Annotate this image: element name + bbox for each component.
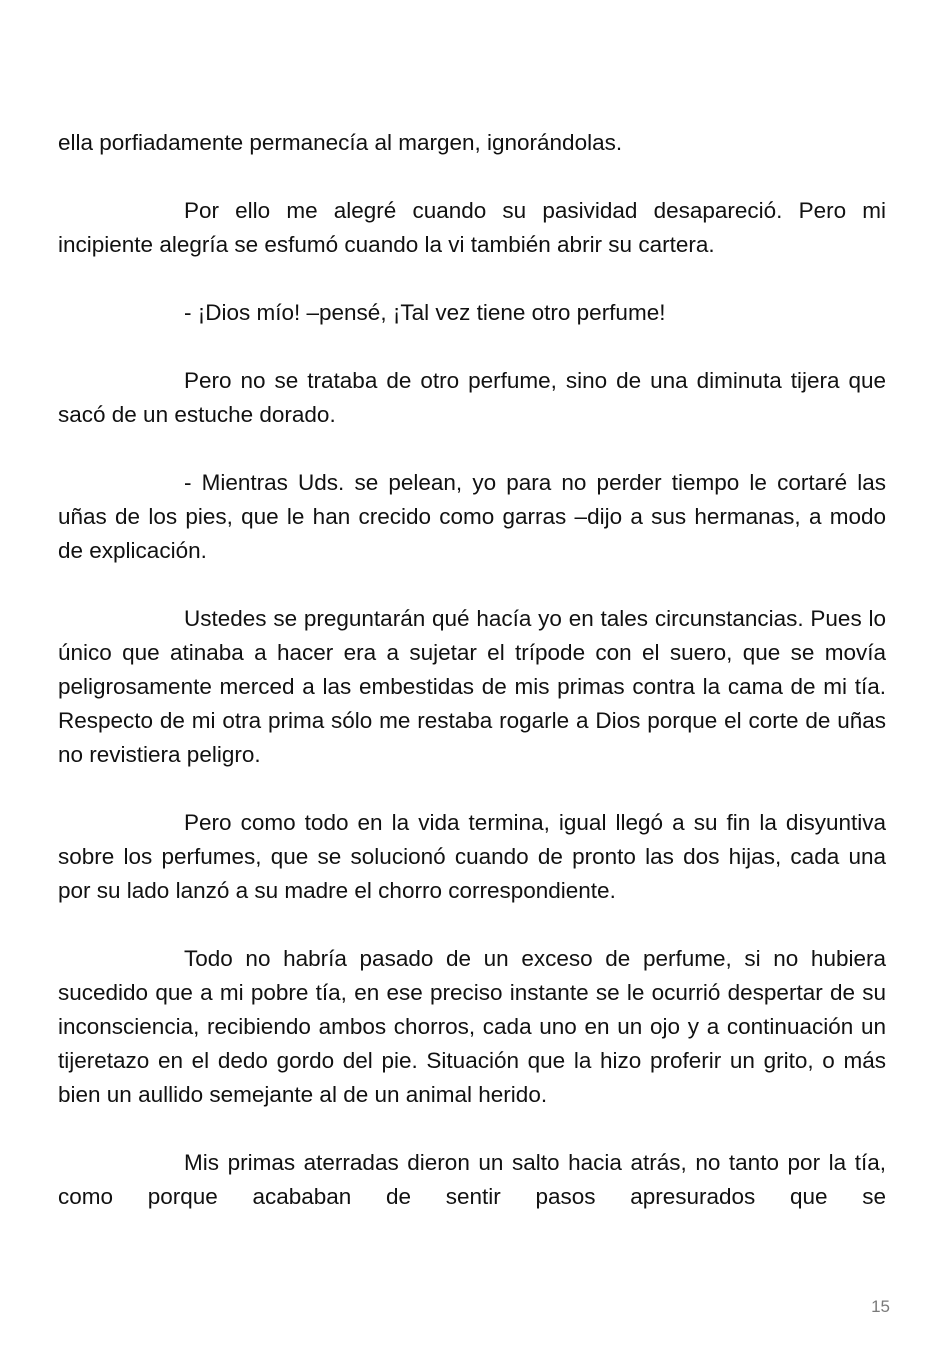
paragraph-6: Ustedes se preguntarán qué hacía yo en tales circunstancias. Pues lo único que atinaba a hacer era a sujetar el trípode con el suero, que se movía peligrosamente merced a las embestidas de mis primas contra la cama de mi tía. Respecto de mi otra prima sólo me restaba rogarle a Dios porque el corte de uñas no revistiera peligro. [58, 606, 886, 767]
page-number: 15 [871, 1297, 890, 1316]
paragraph-3: - ¡Dios mío! –pensé, ¡Tal vez tiene otro perfume! [184, 300, 666, 325]
paragraph-4: Pero no se trataba de otro perfume, sino de una diminuta tijera que sacó de un estuche dorado. [58, 368, 886, 427]
paragraph-1: ella porfiadamente permanecía al margen, ignorándolas. [58, 130, 623, 155]
paragraph-2: Por ello me alegré cuando su pasividad desapareció. Pero mi incipiente alegría se esfumó cuando la vi también abrir su cartera. [58, 198, 886, 257]
paragraph-5: - Mientras Uds. se pelean, yo para no perder tiempo le cortaré las uñas de los pies, que le han crecido como garras –dijo a sus hermanas, a modo de explicación. [58, 470, 886, 563]
paragraph-7: Pero como todo en la vida termina, igual llegó a su fin la disyuntiva sobre los perfumes, que se solucionó cuando de pronto las dos hijas, cada una por su lado lanzó a su madre el chorro correspondiente. [58, 810, 886, 903]
page-body [58, 126, 886, 1214]
paragraph-8: Todo no habría pasado de un exceso de perfume, si no hubiera sucedido que a mi pobre tía, en ese preciso instante se le ocurrió despertar de su inconsciencia, recibiendo ambos chorros, cada uno en un ojo y a continuación un tijeretazo en el dedo gordo del pie. Situación que la hizo proferir un grito, o más bien un aullido semejante al de un animal herido. [58, 946, 886, 1107]
paragraph-9: Mis primas aterradas dieron un salto hacia atrás, no tanto por la tía, como porque acababan de sentir pasos apresurados que se [58, 1150, 886, 1209]
